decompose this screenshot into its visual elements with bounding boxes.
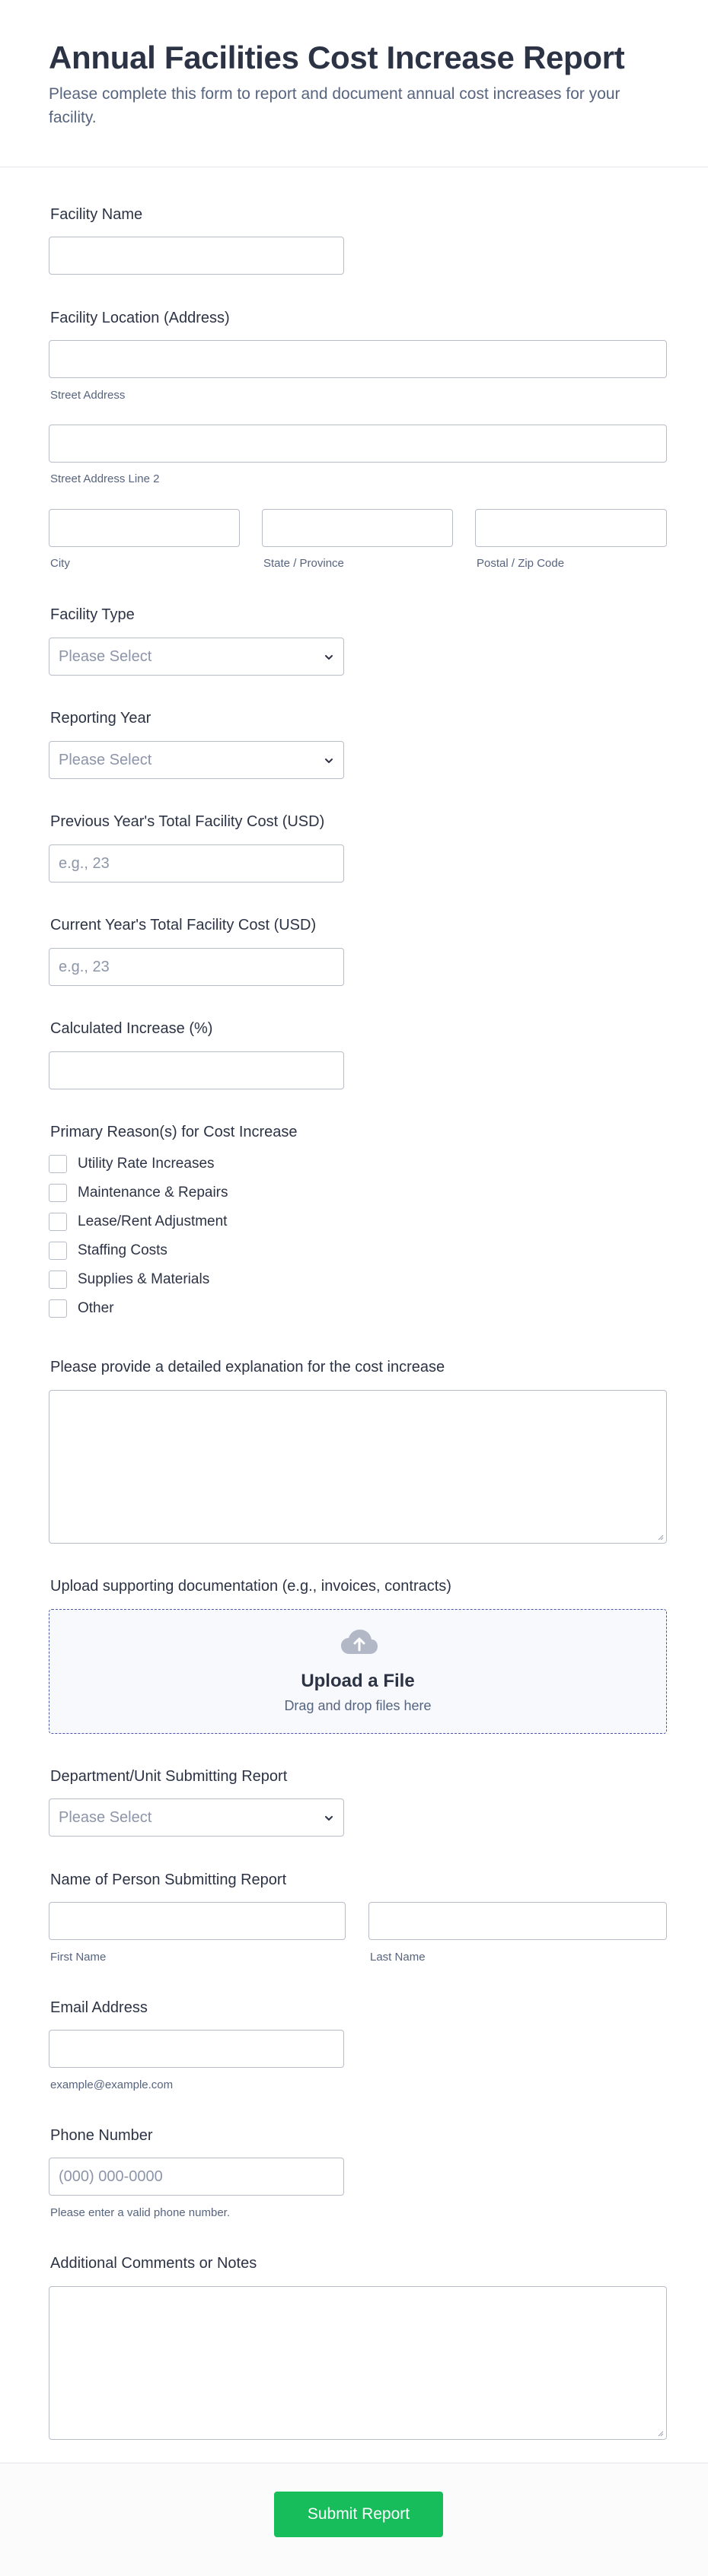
first-name-sublabel: First Name — [50, 1951, 107, 1964]
reporting-year-label: Reporting Year — [50, 710, 151, 727]
checkbox[interactable] — [49, 1184, 67, 1202]
reasons-label: Primary Reason(s) for Cost Increase — [50, 1124, 298, 1140]
email-input[interactable] — [49, 2030, 344, 2068]
department-placeholder: Please Select — [59, 1809, 152, 1826]
page-subtitle: Please complete this form to report and document annual cost increases for your facility. — [49, 85, 620, 126]
street-address-input[interactable] — [49, 340, 667, 378]
zip-sublabel: Postal / Zip Code — [477, 557, 565, 570]
previous-cost-placeholder: e.g., 23 — [59, 855, 110, 872]
facility-type-select[interactable] — [49, 638, 344, 676]
checkbox[interactable] — [49, 1242, 67, 1260]
reason-option-label: Lease/Rent Adjustment — [78, 1213, 228, 1229]
form-header — [0, 0, 708, 167]
checkbox[interactable] — [49, 1271, 67, 1289]
resize-grip-icon[interactable] — [656, 2429, 664, 2437]
reason-option-label: Supplies & Materials — [78, 1271, 210, 1287]
upload-title: Upload a File — [301, 1671, 415, 1691]
submit-report-button[interactable]: Submit Report — [274, 2492, 443, 2537]
department-label: Department/Unit Submitting Report — [50, 1768, 288, 1785]
previous-cost-input[interactable] — [49, 844, 344, 883]
checkbox[interactable] — [49, 1213, 67, 1231]
explanation-label: Please provide a detailed explanation for the cost increase — [50, 1359, 445, 1375]
calculated-increase-label: Calculated Increase (%) — [50, 1020, 213, 1037]
previous-cost-label: Previous Year's Total Facility Cost (USD) — [50, 813, 325, 830]
street-address-line2-sublabel: Street Address Line 2 — [50, 472, 160, 485]
explanation-textarea[interactable] — [49, 1390, 667, 1544]
checkbox[interactable] — [49, 1299, 67, 1318]
page-title: Annual Facilities Cost Increase Report — [49, 40, 625, 75]
reason-option-label: Utility Rate Increases — [78, 1156, 215, 1172]
submitter-name-label: Name of Person Submitting Report — [50, 1872, 287, 1888]
last-name-input[interactable] — [368, 1902, 667, 1940]
facility-location-label: Facility Location (Address) — [50, 310, 230, 326]
facility-name-label: Facility Name — [50, 206, 143, 223]
cloud-upload-icon — [340, 1628, 378, 1655]
reason-option-label: Staffing Costs — [78, 1242, 167, 1258]
calculated-increase-input[interactable] — [49, 1051, 344, 1089]
resize-grip-icon[interactable] — [656, 1533, 664, 1541]
current-cost-label: Current Year's Total Facility Cost (USD) — [50, 917, 317, 933]
phone-input[interactable] — [49, 2158, 344, 2196]
current-cost-placeholder: e.g., 23 — [59, 959, 110, 975]
state-sublabel: State / Province — [263, 557, 344, 570]
phone-sublabel: Please enter a valid phone number. — [50, 2206, 230, 2219]
form-footer — [0, 2463, 708, 2576]
facility-type-label: Facility Type — [50, 606, 135, 623]
email-sublabel: example@example.com — [50, 2078, 174, 2091]
state-input[interactable] — [262, 509, 453, 547]
comments-textarea[interactable] — [49, 2286, 667, 2440]
comments-label: Additional Comments or Notes — [50, 2255, 257, 2272]
zip-input[interactable] — [475, 509, 667, 547]
current-cost-input[interactable] — [49, 948, 344, 986]
reason-option-label: Maintenance & Repairs — [78, 1185, 228, 1201]
facility-name-input[interactable] — [49, 237, 344, 275]
street-address-sublabel: Street Address — [50, 389, 126, 402]
email-label: Email Address — [50, 1999, 148, 2016]
checkbox[interactable] — [49, 1155, 67, 1173]
last-name-sublabel: Last Name — [370, 1951, 426, 1964]
chevron-down-icon — [322, 650, 336, 664]
facility-type-placeholder: Please Select — [59, 648, 152, 665]
city-sublabel: City — [50, 557, 70, 570]
upload-label: Upload supporting documentation (e.g., invoices, contracts) — [50, 1578, 451, 1595]
department-select[interactable] — [49, 1798, 344, 1837]
first-name-input[interactable] — [49, 1902, 346, 1940]
chevron-down-icon — [322, 1811, 336, 1825]
reason-option-label: Other — [78, 1300, 114, 1316]
city-input[interactable] — [49, 509, 240, 547]
reporting-year-placeholder: Please Select — [59, 752, 152, 768]
upload-hint: Drag and drop files here — [284, 1698, 432, 1713]
file-upload-dropzone[interactable] — [49, 1609, 667, 1734]
reporting-year-select[interactable] — [49, 741, 344, 779]
phone-label: Phone Number — [50, 2127, 153, 2144]
phone-placeholder: (000) 000-0000 — [59, 2168, 163, 2185]
street-address-line2-input[interactable] — [49, 425, 667, 463]
chevron-down-icon — [322, 754, 336, 768]
